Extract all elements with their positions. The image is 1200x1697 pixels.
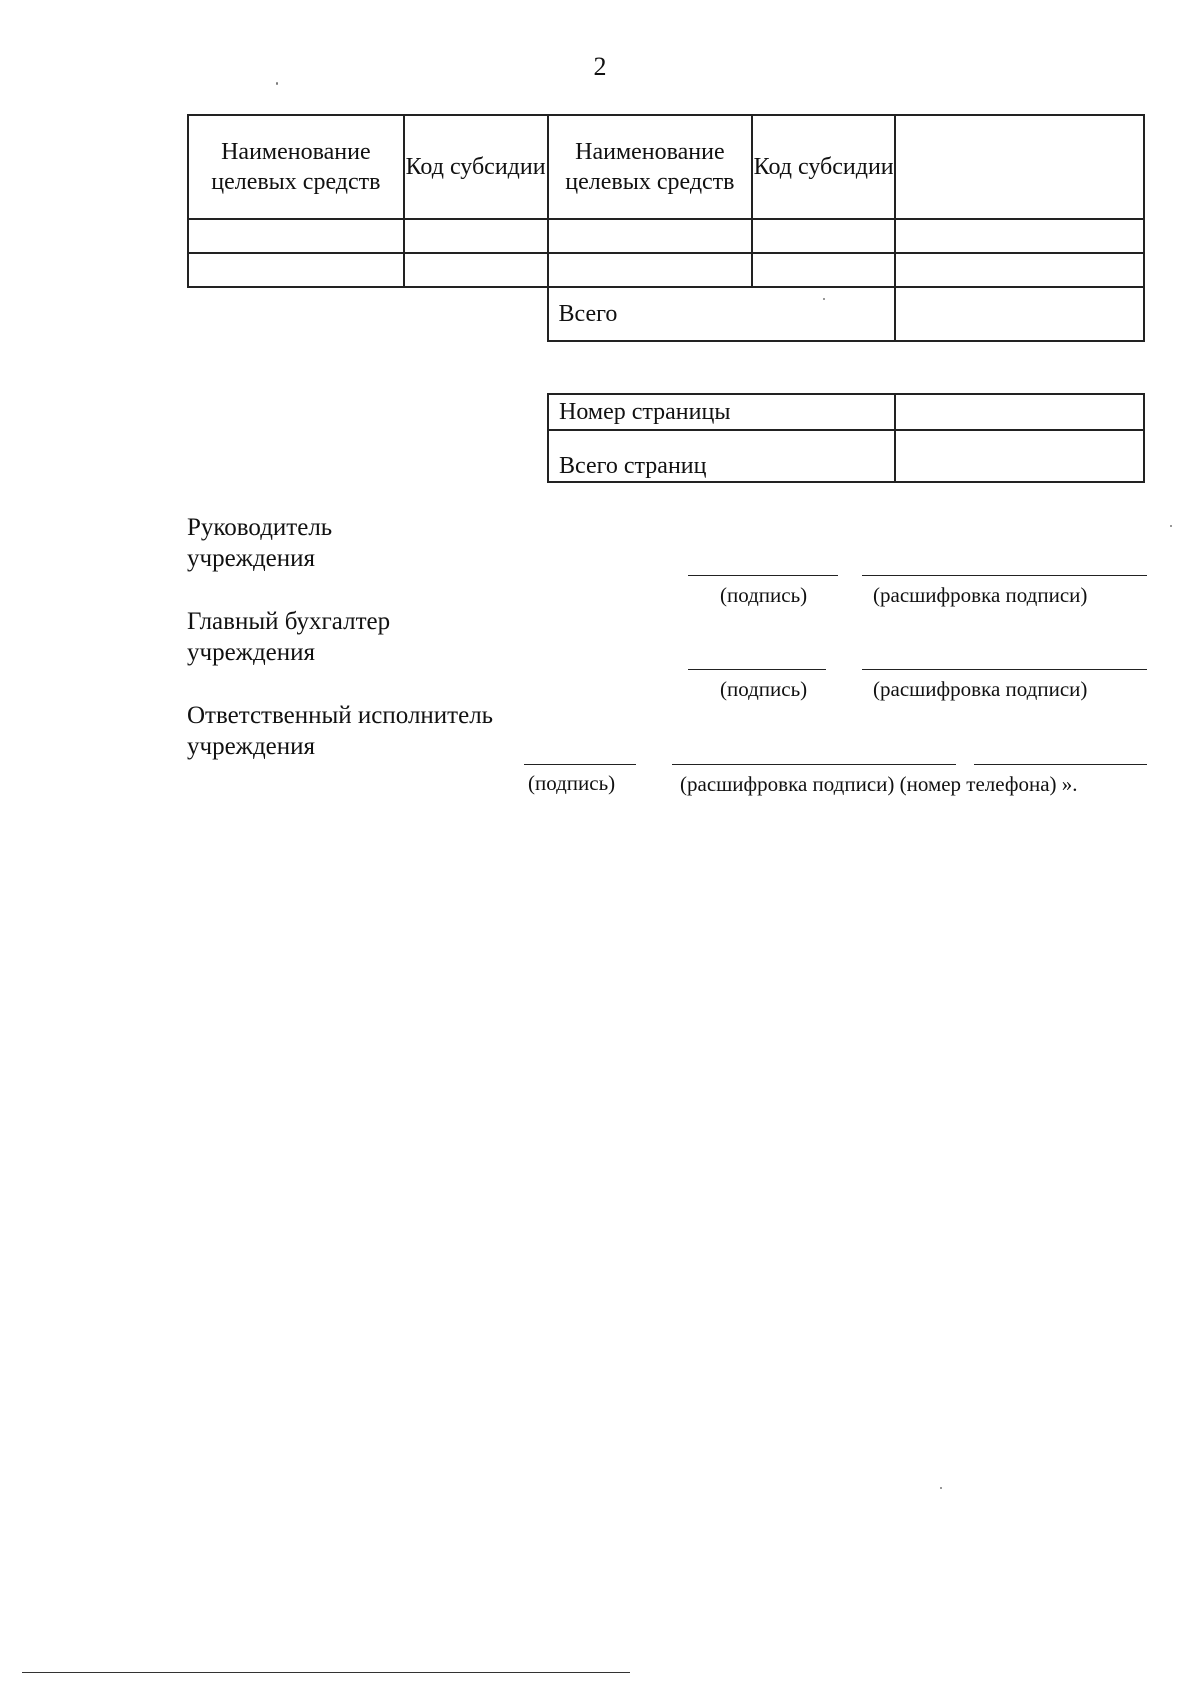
table-cell[interactable] <box>188 253 404 287</box>
col-header-target-funds-name: Наименование целевых средств <box>188 115 404 219</box>
total-pages-row <box>548 430 1144 482</box>
executor-decoding-line[interactable] <box>672 764 956 765</box>
head-label: Руководитель учреждения <box>187 514 333 572</box>
page-number-label: Номер страницы <box>548 394 895 430</box>
table-cell[interactable] <box>895 219 1144 253</box>
chief-accountant-label: Главный бухгалтер учреждения <box>187 608 391 666</box>
table-cell[interactable] <box>404 253 548 287</box>
total-pages-label: Всего страниц <box>548 430 895 482</box>
total-pages-value[interactable] <box>895 430 1144 482</box>
page-number-value[interactable] <box>895 394 1144 430</box>
table-row <box>188 219 1144 253</box>
head-signature-line[interactable] <box>688 575 838 576</box>
chief-accountant-signature-line[interactable] <box>688 669 826 670</box>
executor-phone-line[interactable] <box>974 764 1147 765</box>
total-row <box>188 287 1144 341</box>
table-row <box>188 253 1144 287</box>
executor-signature-caption: (подпись) <box>528 771 616 795</box>
empty-area <box>188 287 548 341</box>
head-decoding-line[interactable] <box>862 575 1147 576</box>
page-number: 2 <box>593 52 607 81</box>
table-cell[interactable] <box>895 253 1144 287</box>
head-decoding-caption: (расшифровка подписи) <box>873 583 1088 607</box>
total-label: Всего <box>548 287 896 341</box>
executor-label: Ответственный исполнитель учреждения <box>187 702 494 760</box>
page-number-row <box>548 394 1144 430</box>
table-cell[interactable] <box>548 219 753 253</box>
table-cell[interactable] <box>752 253 895 287</box>
scan-speck <box>276 82 278 85</box>
scan-speck <box>940 1487 942 1489</box>
table-header-row <box>188 115 1144 219</box>
footer-rule <box>22 1672 630 1673</box>
executor-signature-line[interactable] <box>524 764 636 765</box>
table-cell[interactable] <box>752 219 895 253</box>
pages-table <box>547 393 1145 483</box>
col-header-target-funds-name-2: Наименование целевых средств <box>548 115 753 219</box>
scan-speck <box>1170 525 1172 527</box>
col-header-subsidy-code: Код субсидии <box>404 115 548 219</box>
col-header-amount <box>895 115 1144 219</box>
chief-accountant-decoding-line[interactable] <box>862 669 1147 670</box>
total-value[interactable] <box>895 287 1144 341</box>
table-cell[interactable] <box>188 219 404 253</box>
head-signature-caption: (подпись) <box>720 583 808 607</box>
col-header-subsidy-code-2: Код субсидии <box>752 115 895 219</box>
chief-accountant-signature-caption: (подпись) <box>720 677 808 701</box>
executor-decoding-phone-caption: (расшифровка подписи) (номер телефона) ». <box>680 772 1078 796</box>
chief-accountant-decoding-caption: (расшифровка подписи) <box>873 677 1088 701</box>
table-cell[interactable] <box>404 219 548 253</box>
table-cell[interactable] <box>548 253 753 287</box>
subsidy-table <box>187 114 1145 342</box>
